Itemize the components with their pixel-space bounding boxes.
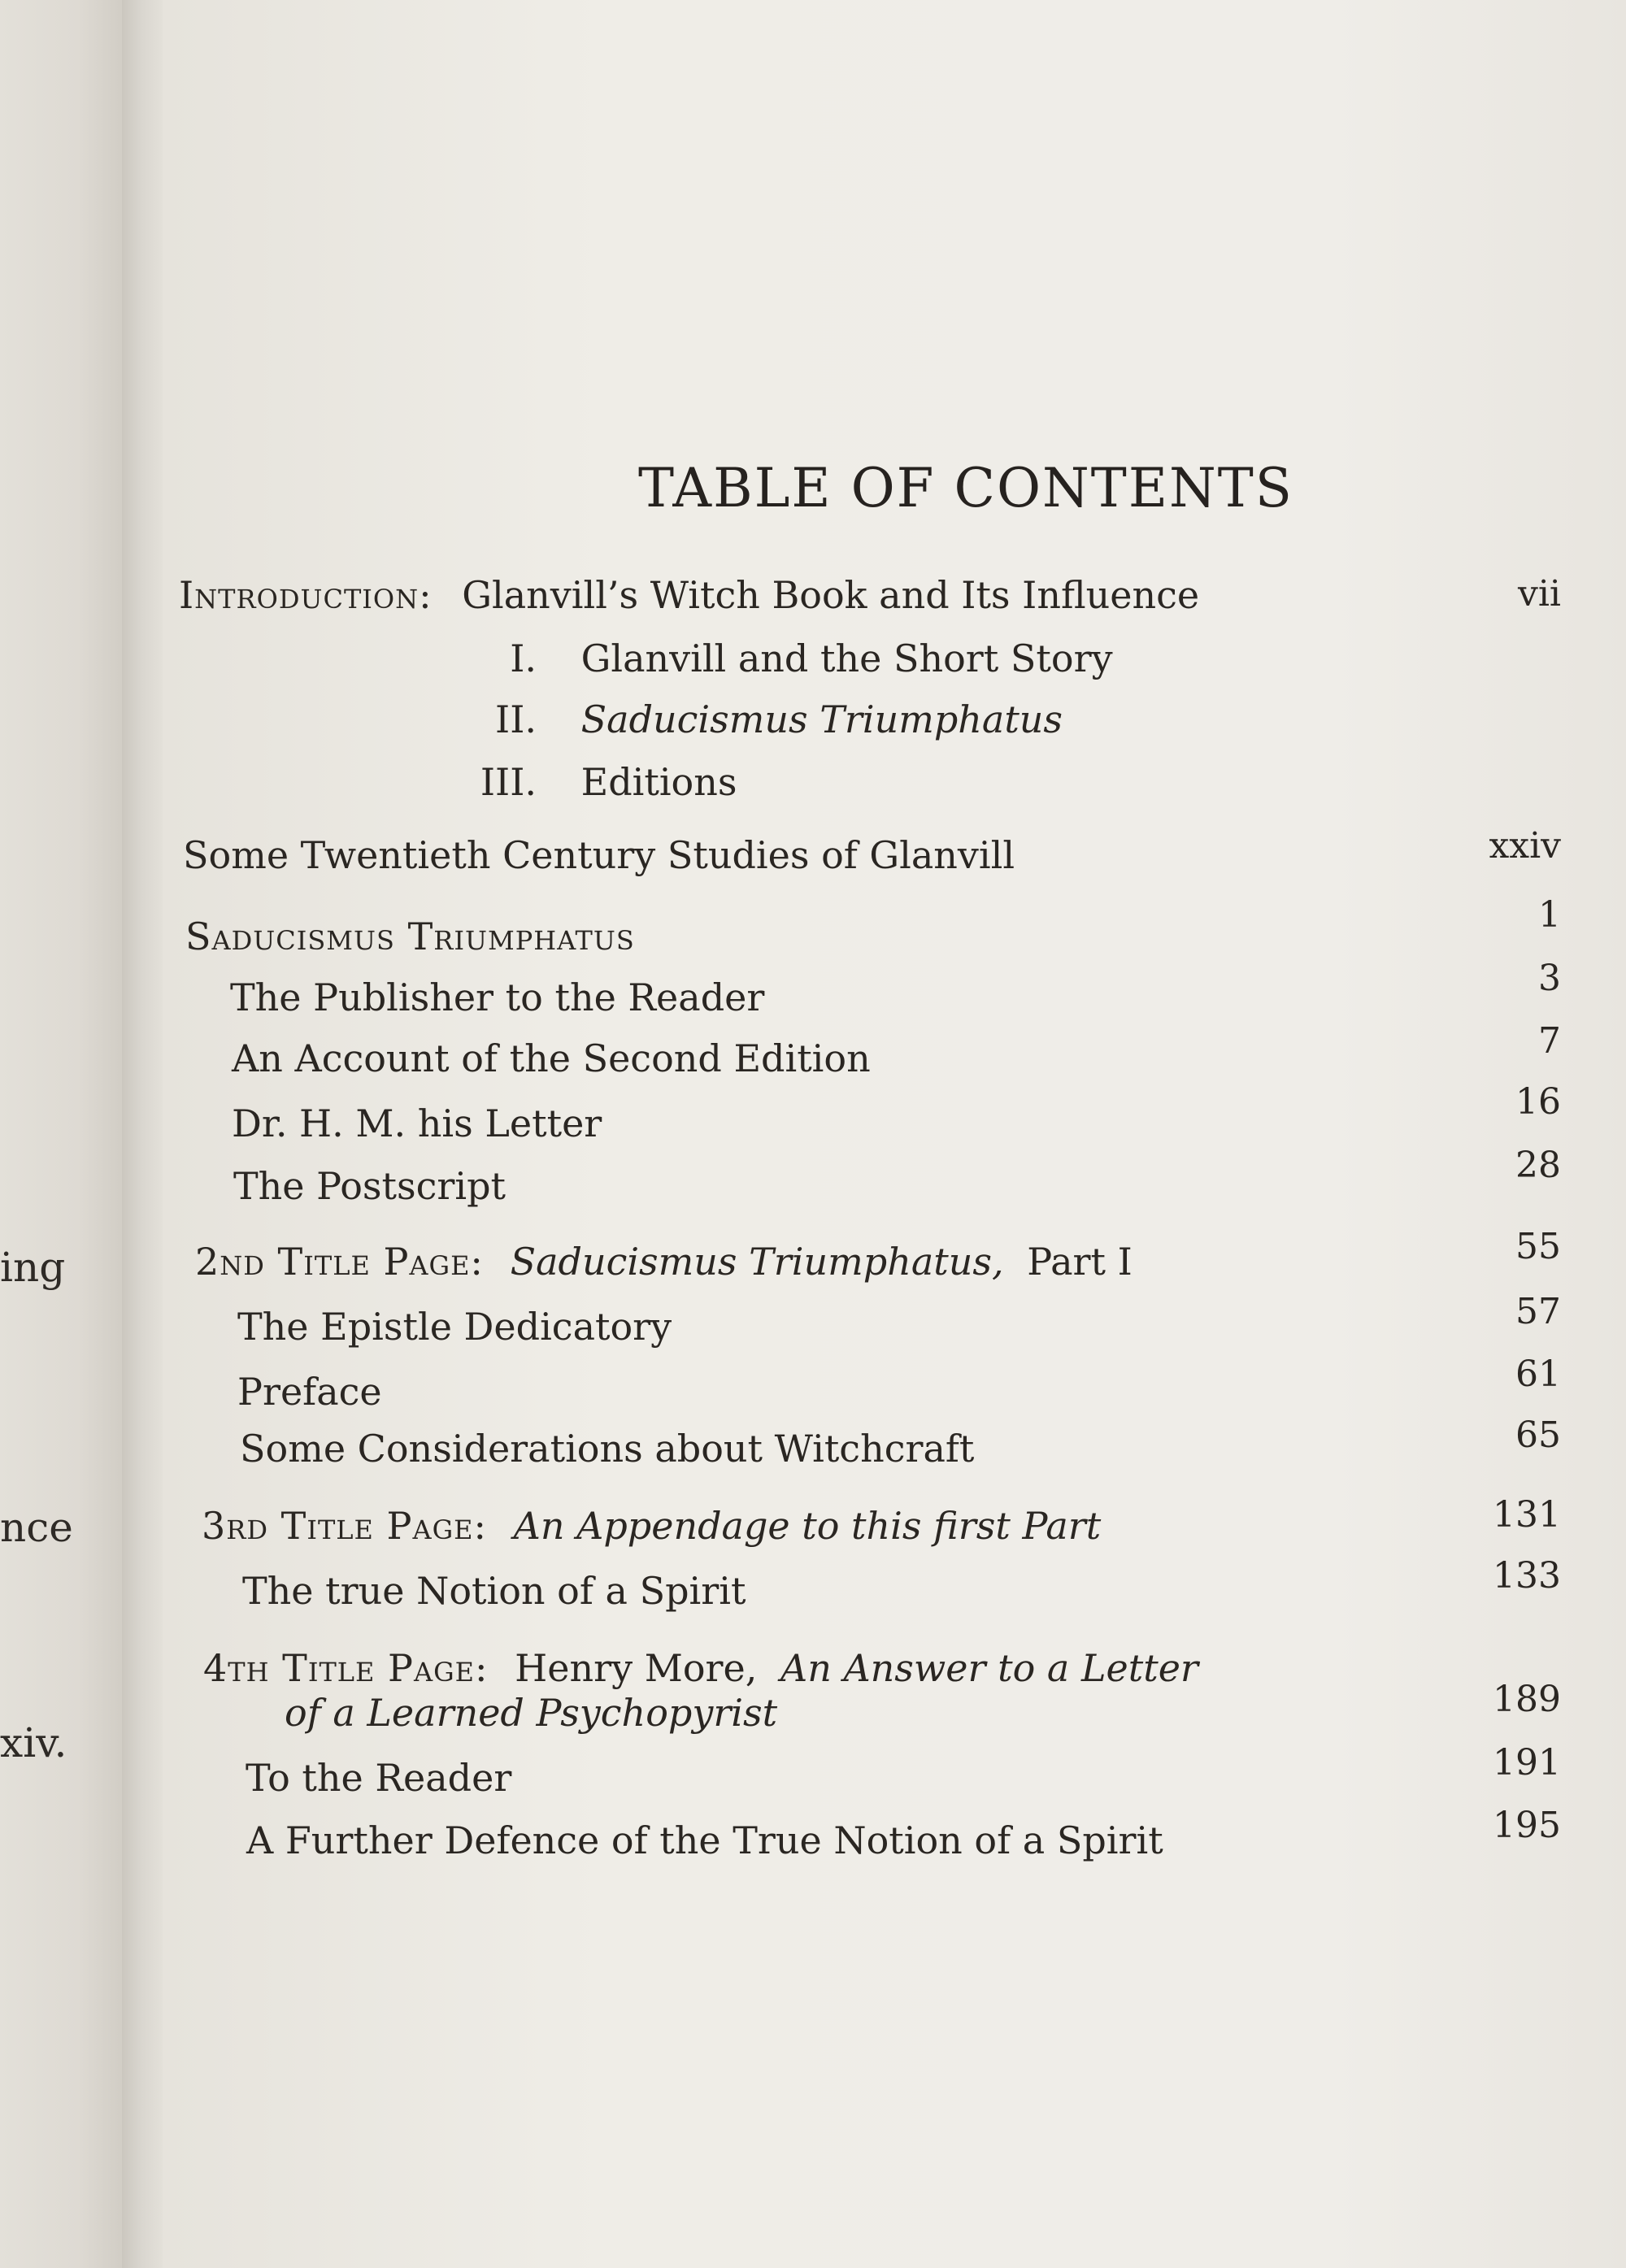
toc-subentry: [463, 637, 1113, 680]
toc-subentry: The Publisher to the Reader: [230, 975, 765, 1019]
entry-text: Glanvill’s Witch Book and Its Influence: [462, 573, 1200, 617]
toc-entry-fourth-title-page: [203, 1646, 1198, 1690]
page-number: 191: [1493, 1742, 1561, 1784]
toc-subentry: To the Reader: [246, 1756, 512, 1800]
page-number: 131: [1493, 1494, 1561, 1536]
page-title: TABLE OF CONTENTS: [638, 457, 1293, 519]
page-number: xxiv: [1489, 825, 1561, 867]
toc-subentry: The Epistle Dedicatory: [237, 1305, 672, 1349]
page-number: 195: [1493, 1805, 1561, 1846]
page-number: 57: [1515, 1291, 1561, 1332]
page-number: 133: [1493, 1555, 1561, 1597]
entry-label: 2nd Title Page:: [195, 1240, 484, 1284]
page-number: 16: [1515, 1081, 1561, 1123]
toc-subentry: The true Notion of a Spirit: [242, 1569, 746, 1613]
page-number: 189: [1493, 1679, 1561, 1720]
toc-page: [163, 0, 1626, 2268]
entry-label: 4th Title Page:: [203, 1646, 489, 1690]
toc-subentry: A Further Defence of the True Notion of a Spirit: [246, 1818, 1163, 1862]
toc-entry-second-title-page: [195, 1240, 1133, 1284]
part-number: III.: [480, 760, 537, 804]
page-number: 3: [1538, 958, 1561, 999]
toc-subentry: Preface: [237, 1370, 382, 1414]
page-number: vii: [1517, 573, 1561, 615]
toc-entry-continuation: of a Learned Psychopyrist: [285, 1691, 778, 1735]
part-number: I.: [510, 637, 537, 680]
page-number: 55: [1515, 1226, 1561, 1267]
toc-subentry: [463, 697, 1063, 741]
toc-subentry: [463, 760, 737, 804]
entry-text: Editions: [580, 760, 737, 804]
toc-entry-saducismus: Saducismus Triumphatus: [185, 915, 635, 958]
entry-text: Saducismus Triumphatus,: [510, 1240, 1004, 1284]
page-number: 1: [1538, 894, 1561, 936]
page-number: 61: [1515, 1353, 1561, 1395]
toc-subentry: The Postscript: [233, 1164, 506, 1208]
toc-entry-studies: Some Twentieth Century Studies of Glanvill: [183, 833, 1015, 877]
toc-entry-third-title-page: [202, 1504, 1101, 1548]
entry-text: Saducismus Triumphatus: [580, 697, 1063, 741]
entry-text-suffix: Part I: [1027, 1240, 1133, 1284]
left-page-fragment: ing: [0, 1244, 66, 1291]
left-page-fragment: nce: [0, 1504, 73, 1551]
left-page: [0, 0, 130, 2268]
entry-label: Introduction:: [179, 573, 433, 617]
toc-subentry: An Account of the Second Edition: [232, 1036, 871, 1080]
page-number: 65: [1515, 1414, 1561, 1456]
entry-text-prefix: Henry More,: [515, 1646, 758, 1690]
page-number: 7: [1538, 1020, 1561, 1062]
entry-text: An Appendage to this first Part: [513, 1504, 1102, 1548]
part-number: II.: [495, 697, 537, 741]
toc-entry-introduction: [179, 573, 1199, 617]
page-number: 28: [1515, 1145, 1561, 1186]
entry-text: An Answer to a Letter: [780, 1646, 1198, 1690]
entry-text: Glanvill and the Short Story: [580, 637, 1113, 680]
left-page-fragment: xiv.: [0, 1719, 67, 1766]
entry-label: 3rd Title Page:: [202, 1504, 488, 1548]
toc-subentry: Dr. H. M. his Letter: [232, 1101, 602, 1145]
toc-subentry: Some Considerations about Witchcraft: [240, 1427, 975, 1471]
